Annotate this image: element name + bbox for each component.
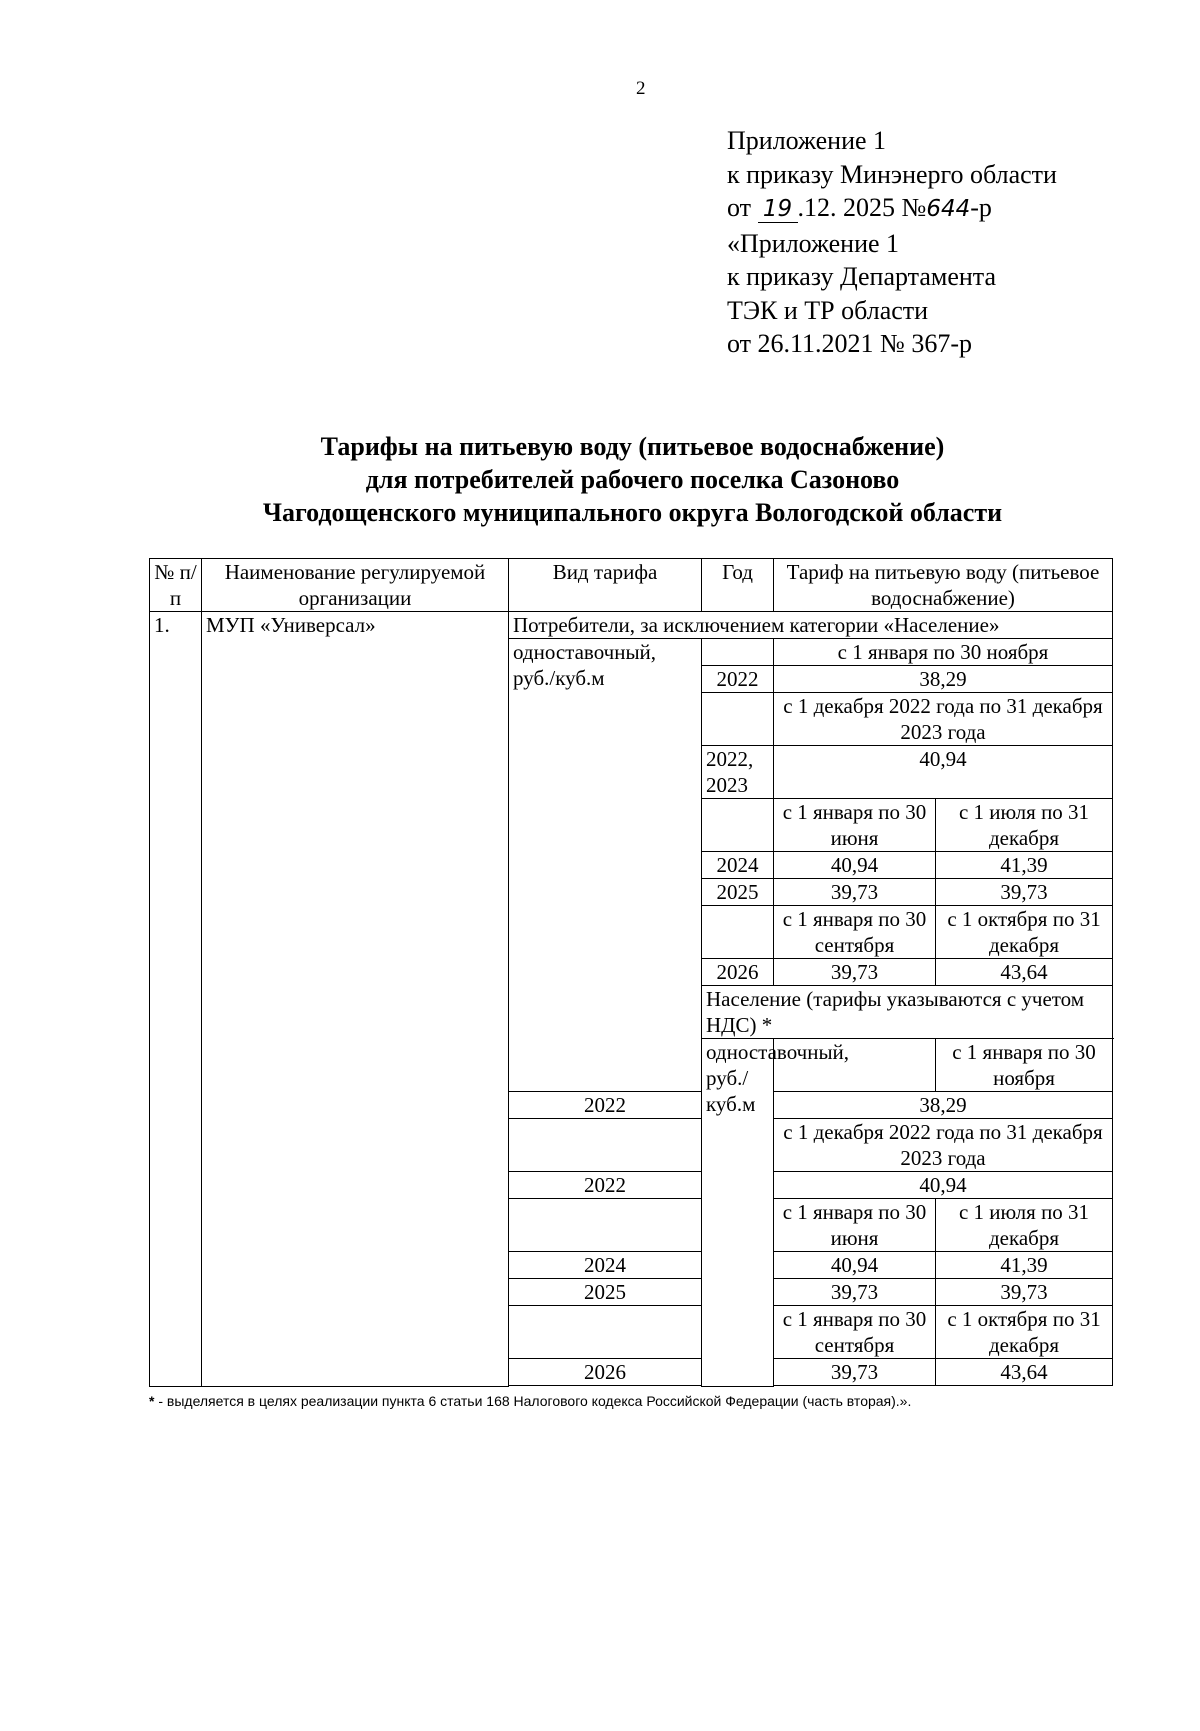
header-num: № п/п [150, 559, 202, 612]
appendix-date-mid: .12. 2025 № [797, 193, 927, 222]
handwritten-number: 644 [926, 196, 971, 222]
footnote-star: * [149, 1393, 155, 1409]
section-2-h1b: с 1 июля по 31 декабря [936, 1199, 1113, 1252]
header-type: Вид тарифа [509, 559, 702, 612]
section-2-v2024a: 40,94 [774, 1252, 936, 1279]
section-2-group: Население (тарифы указываются с учетом НДС) * [702, 986, 1113, 1039]
section-2-h2a: с 1 января по 30 сентября [774, 1306, 936, 1359]
section-1-value1: 38,29 [774, 666, 1113, 693]
section-2-period1: с 1 января по 30 ноября [936, 1039, 1113, 1092]
cell-empty [509, 1199, 702, 1252]
section-1-h1a: с 1 января по 30 июня [774, 799, 936, 852]
cell-empty [509, 1119, 702, 1172]
section-2-v2026b: 43,64 [936, 1359, 1113, 1386]
section-1-v2026b: 43,64 [936, 959, 1113, 986]
appendix-date-suffix: -р [970, 193, 992, 222]
section-1-y2026: 2026 [702, 959, 774, 986]
cell-row-num: 1. [150, 612, 202, 1387]
header-org: Наименование регулируемой организации [202, 559, 509, 612]
footnote [149, 1393, 1149, 1409]
section-1-year2: 2022, 2023 [702, 746, 774, 799]
appendix-line-1: Приложение 1 [727, 126, 887, 155]
section-1-v2025a: 39,73 [774, 879, 936, 906]
appendix-line-3 [727, 191, 1057, 227]
section-2-period2: с 1 декабря 2022 года по 31 декабря 2023 года [774, 1119, 1113, 1172]
cell-empty [702, 693, 774, 746]
cell-org-name: МУП «Универсал» [202, 612, 509, 1387]
section-1-v2026a: 39,73 [774, 959, 936, 986]
title-line-3: Чагодощенского муниципального округа Вологодской области [262, 498, 1003, 527]
section-2-v2026a: 39,73 [774, 1359, 936, 1386]
section-1-v2024b: 41,39 [936, 852, 1113, 879]
table-row [150, 612, 1113, 639]
section-1-v2025b: 39,73 [936, 879, 1113, 906]
section-2-value2: 40,94 [774, 1172, 1113, 1199]
section-2-year2: 2022 [509, 1172, 702, 1199]
appendix-line-7: от 26.11.2021 № 367-р [727, 329, 973, 358]
section-1-period1: с 1 января по 30 ноября [774, 639, 1113, 666]
section-1-group: Потребители, за исключением категории «Население» [509, 612, 1113, 639]
section-1-h2a: с 1 января по 30 сентября [774, 906, 936, 959]
appendix-block [727, 124, 1057, 361]
cell-empty [702, 906, 774, 959]
section-1-value2: 40,94 [774, 746, 1113, 799]
document-title [150, 430, 1115, 529]
section-2-tariff-type: одноставочный, руб./куб.м [702, 1039, 774, 1387]
header-tariff: Тариф на питьевую воду (питьевое водоснабжение) [774, 559, 1113, 612]
section-2-y2026: 2026 [509, 1359, 702, 1386]
section-2-h1a: с 1 января по 30 июня [774, 1199, 936, 1252]
appendix-date-prefix: от [727, 193, 752, 222]
section-2-value1: 38,29 [774, 1092, 1113, 1119]
section-2-v2025a: 39,73 [774, 1279, 936, 1306]
appendix-line-6: ТЭК и ТР области [727, 295, 929, 325]
header-year: Год [702, 559, 774, 612]
section-2-y2025: 2025 [509, 1279, 702, 1306]
section-1-v2024a: 40,94 [774, 852, 936, 879]
table-header-row [150, 559, 1113, 612]
title-line-2: для потребителей рабочего поселка Сазоново [365, 465, 900, 494]
appendix-line-2: к приказу Минэнерго области [727, 159, 1057, 189]
section-1-y2025: 2025 [702, 879, 774, 906]
section-1-tariff-type: одноставочный, руб./куб.м [509, 639, 702, 1092]
section-1-y2024: 2024 [702, 852, 774, 879]
cell-empty [509, 1386, 1113, 1387]
page-number: 2 [636, 78, 646, 99]
section-1-h1b: с 1 июля по 31 декабря [936, 799, 1113, 852]
section-2-y2024: 2024 [509, 1252, 702, 1279]
section-2-h2b: с 1 октября по 31 декабря [936, 1306, 1113, 1359]
section-1-period2: с 1 декабря 2022 года по 31 декабря 2023 года [774, 693, 1113, 746]
section-1-year1: 2022 [702, 666, 774, 693]
footnote-text: - выделяется в целях реализации пункта 6 статьи 168 Налогового кодекса Российской Федерации (часть вторая).». [154, 1393, 912, 1409]
appendix-line-4: «Приложение 1 [727, 228, 900, 258]
section-1-h2b: с 1 октября по 31 декабря [936, 906, 1113, 959]
section-2-v2024b: 41,39 [936, 1252, 1113, 1279]
section-2-v2025b: 39,73 [936, 1279, 1113, 1306]
cell-empty [509, 1306, 702, 1359]
tariff-table [149, 558, 1113, 1387]
title-line-1: Тарифы на питьевую воду (питьевое водоснабжение) [320, 432, 945, 461]
cell-empty [702, 639, 774, 666]
appendix-line-5: к приказу Департамента [727, 262, 997, 291]
section-2-year1: 2022 [509, 1092, 702, 1119]
cell-empty [702, 799, 774, 852]
handwritten-day: 19 [758, 196, 798, 223]
